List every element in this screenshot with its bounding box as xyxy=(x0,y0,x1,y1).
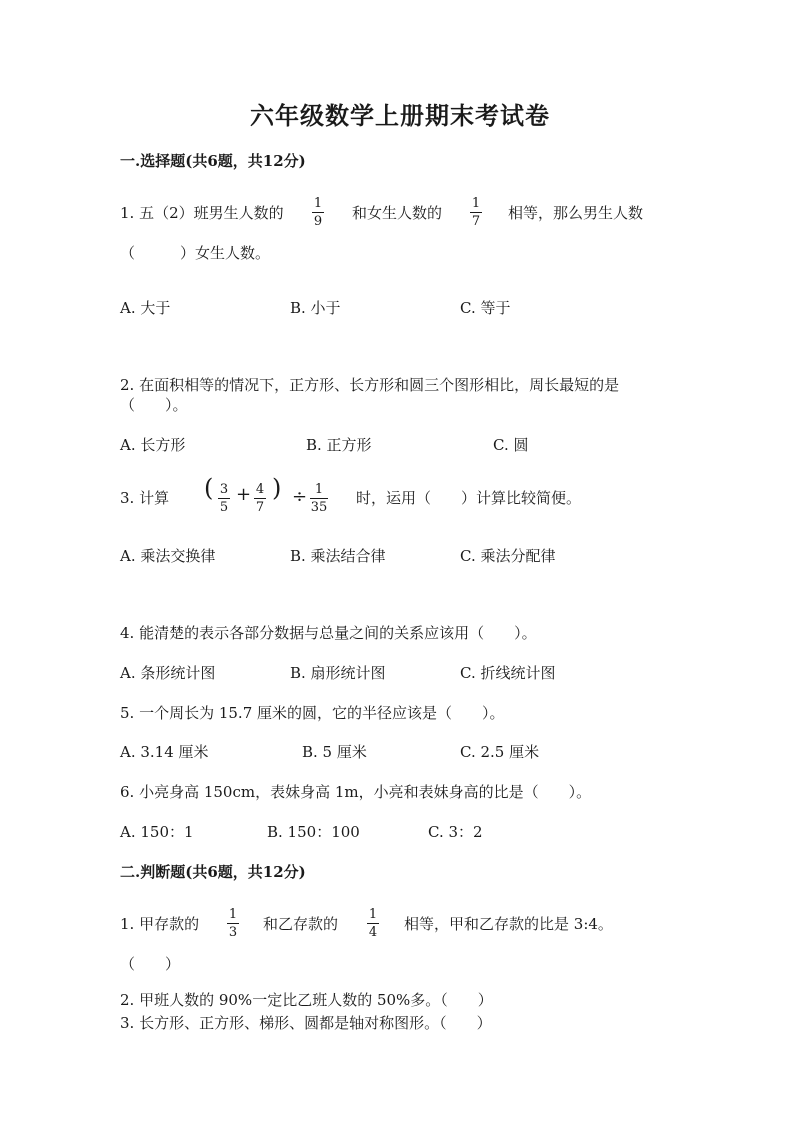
question-text: 4. 能清楚的表示各部分数据与总量之间的关系应该用（ ）。 xyxy=(120,624,537,642)
fraction-bar xyxy=(227,923,239,924)
question-text: 和乙存款的 xyxy=(263,915,339,933)
question-text: 时，运用（ ）计算比较简便。 xyxy=(356,489,582,507)
option-c[interactable]: C. 圆 xyxy=(493,436,529,454)
question-text: 3. 计算 xyxy=(120,489,170,507)
fraction xyxy=(367,907,379,940)
fraction-bar xyxy=(310,498,328,499)
option-b[interactable]: B. 乘法结合律 xyxy=(290,547,386,565)
question-text: 相等，甲和乙存款的比是 3:4。 xyxy=(404,915,613,933)
answer-blank-line: （ ） xyxy=(120,955,181,973)
denominator: 35 xyxy=(310,500,328,515)
fraction xyxy=(218,482,230,515)
numerator: 1 xyxy=(313,196,323,211)
fraction xyxy=(312,196,324,229)
plus-sign: + xyxy=(236,484,252,505)
option-a[interactable]: A. 大于 xyxy=(120,299,171,317)
fraction xyxy=(310,482,328,515)
question-text: 1. 甲存款的 xyxy=(120,915,200,933)
question-text: 相等，那么男生人数 xyxy=(508,204,644,222)
question-text: 2. 在面积相等的情况下，正方形、长方形和圆三个图形相比，周长最短的是 xyxy=(120,376,620,394)
numerator: 1 xyxy=(228,907,238,922)
option-b[interactable]: B. 150：100 xyxy=(267,823,360,841)
denominator: 3 xyxy=(228,925,238,940)
denominator: 7 xyxy=(471,214,481,229)
numerator: 3 xyxy=(219,482,229,497)
question-text: 和女生人数的 xyxy=(352,204,443,222)
answer-blank-line: （ ）。 xyxy=(120,396,188,414)
numerator: 1 xyxy=(314,482,324,497)
fraction-bar xyxy=(218,498,230,499)
open-paren: ( xyxy=(204,474,214,502)
math-expression xyxy=(204,474,354,524)
option-a[interactable]: A. 乘法交换律 xyxy=(120,547,216,565)
option-b[interactable]: B. 扇形统计图 xyxy=(290,664,386,682)
fraction-bar xyxy=(470,212,482,213)
page-title: 六年级数学上册期末考试卷 xyxy=(250,101,550,130)
judgment-2: 2. 甲班人数的 90%一定比乙班人数的 50%多。（ ） xyxy=(120,991,493,1009)
denominator: 7 xyxy=(255,500,265,515)
fraction xyxy=(470,196,482,229)
option-c[interactable]: C. 3：2 xyxy=(428,823,483,841)
option-a[interactable]: A. 长方形 xyxy=(120,436,186,454)
judgment-3: 3. 长方形、正方形、梯形、圆都是轴对称图形。（ ） xyxy=(120,1014,492,1032)
fraction xyxy=(227,907,239,940)
option-c[interactable]: C. 乘法分配律 xyxy=(460,547,556,565)
fraction-bar xyxy=(312,212,324,213)
section-heading-judgment: 二.判断题(共6题，共12分) xyxy=(120,863,306,881)
option-b[interactable]: B. 小于 xyxy=(290,299,341,317)
answer-blank-line: （ ）女生人数。 xyxy=(120,244,271,262)
fraction-bar xyxy=(254,498,266,499)
close-paren: ) xyxy=(272,474,282,502)
numerator: 1 xyxy=(368,907,378,922)
option-a[interactable]: A. 条形统计图 xyxy=(120,664,216,682)
divide-sign: ÷ xyxy=(292,486,308,507)
question-text: 5. 一个周长为 15.7 厘米的圆，它的半径应该是（ ）。 xyxy=(120,704,505,722)
option-a[interactable]: A. 3.14 厘米 xyxy=(120,743,209,761)
option-c[interactable]: C. 折线统计图 xyxy=(460,664,556,682)
denominator: 5 xyxy=(219,500,229,515)
section-heading-choice: 一.选择题(共6题，共12分) xyxy=(120,152,306,170)
option-c[interactable]: C. 等于 xyxy=(460,299,511,317)
numerator: 4 xyxy=(255,482,265,497)
question-text: 6. 小亮身高 150cm，表妹身高 1m，小亮和表妹身高的比是（ ）。 xyxy=(120,783,592,801)
question-text: 1. 五（2）班男生人数的 xyxy=(120,204,284,222)
option-b[interactable]: B. 正方形 xyxy=(306,436,372,454)
option-c[interactable]: C. 2.5 厘米 xyxy=(460,743,540,761)
fraction xyxy=(254,482,266,515)
denominator: 4 xyxy=(368,925,378,940)
denominator: 9 xyxy=(313,214,323,229)
option-b[interactable]: B. 5 厘米 xyxy=(302,743,367,761)
fraction-bar xyxy=(367,923,379,924)
option-a[interactable]: A. 150：1 xyxy=(120,823,194,841)
numerator: 1 xyxy=(471,196,481,211)
